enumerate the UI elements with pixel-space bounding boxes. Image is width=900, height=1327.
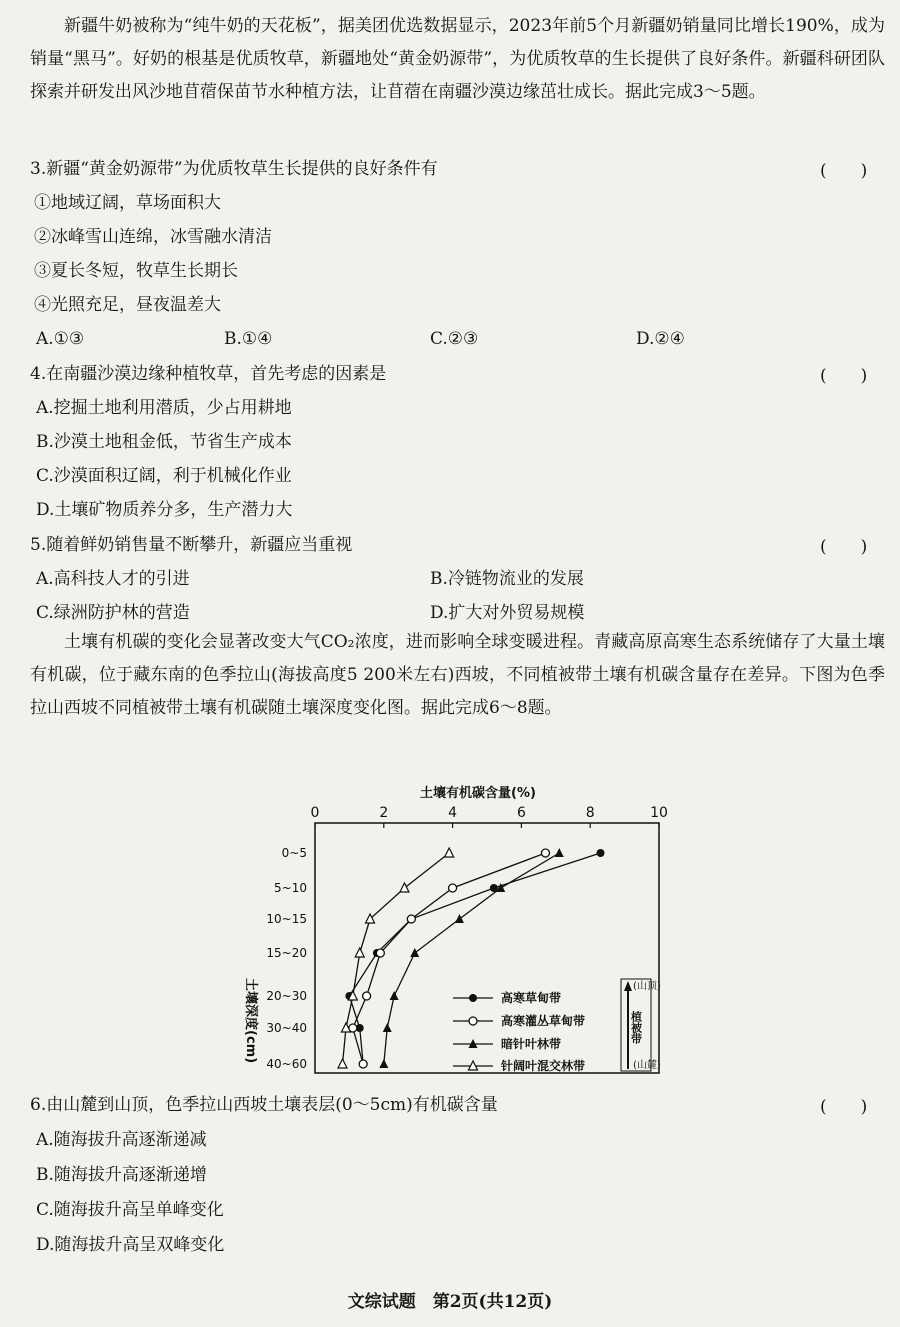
x-tick-label: 2 bbox=[379, 805, 389, 821]
data-point bbox=[597, 849, 605, 857]
x-tick-label: 8 bbox=[585, 805, 595, 821]
y-tick-label: 10~15 bbox=[266, 912, 307, 926]
q3-option-a: A.①③ bbox=[36, 329, 85, 349]
legend-label: 针阔叶混交林带 bbox=[501, 1059, 586, 1073]
data-point bbox=[383, 1023, 392, 1032]
legend-label: 高寒草甸带 bbox=[501, 991, 562, 1005]
data-point bbox=[490, 884, 498, 892]
q4-option-d: D.土壤矿物质养分多，生产潜力大 bbox=[36, 500, 293, 520]
data-point bbox=[541, 849, 549, 857]
legend-label: 暗针叶林带 bbox=[501, 1037, 562, 1051]
data-point bbox=[555, 848, 564, 857]
q6-option-a: A.随海拔升高逐渐递减 bbox=[36, 1130, 207, 1150]
data-point bbox=[445, 848, 454, 857]
q5-option-a: A.高科技人才的引进 bbox=[36, 569, 190, 589]
q6-option-d: D.随海拔升高呈双峰变化 bbox=[36, 1235, 225, 1255]
x-tick-label: 4 bbox=[448, 805, 458, 821]
data-point bbox=[390, 991, 399, 1000]
legend-top-label: (山顶) bbox=[633, 981, 661, 992]
q4-option-a: A.挖掘土地利用潜质，少占用耕地 bbox=[36, 398, 292, 418]
q4-answer-paren: ( ) bbox=[820, 366, 868, 386]
q5-option-d: D.扩大对外贸易规模 bbox=[430, 603, 585, 623]
chart-title: 土壤有机碳含量(%) bbox=[420, 786, 536, 801]
q3-item-1: ①地域辽阔，草场面积大 bbox=[34, 193, 221, 213]
data-point bbox=[363, 992, 371, 1000]
chart-legend bbox=[453, 990, 585, 1073]
legend-label: 高寒灌丛草甸带 bbox=[501, 1014, 586, 1028]
y-tick-labels bbox=[266, 846, 307, 1071]
q5-answer-paren: ( ) bbox=[820, 537, 868, 557]
plot-frame bbox=[315, 823, 659, 1073]
data-point bbox=[410, 948, 419, 957]
series-line bbox=[343, 853, 450, 1064]
q6-option-b: B.随海拔升高逐渐递增 bbox=[36, 1165, 207, 1185]
q3-option-d: D.②④ bbox=[636, 329, 685, 349]
data-point bbox=[469, 994, 477, 1002]
passage-soil-carbon: 土壤有机碳的变化会显著改变大气CO₂浓度，进而影响全球变暖进程。青藏高原高寒生态系统储存了大量土壤有机碳，位于藏东南的色季拉山(海拔高度5 200米左右)西坡，不同植被带土壤有机碳含量存在差异。下图为色季拉山西坡不同植被带土壤有机碳随土壤深度变化图。据此完成6～8题。 bbox=[30, 632, 885, 718]
data-point bbox=[469, 1017, 477, 1025]
q6-option-c: C.随海拔升高呈单峰变化 bbox=[36, 1200, 224, 1220]
data-point bbox=[407, 915, 415, 923]
data-point bbox=[449, 884, 457, 892]
data-point bbox=[379, 1059, 388, 1068]
data-point bbox=[400, 883, 409, 892]
q3-stem: 3.新疆“黄金奶源带”为优质牧草生长提供的良好条件有 bbox=[30, 159, 438, 179]
y-tick-label: 0~5 bbox=[281, 846, 307, 860]
series-line bbox=[353, 853, 546, 1064]
q3-answer-paren: ( ) bbox=[820, 161, 868, 181]
data-point bbox=[355, 948, 364, 957]
chart-ylabel: 土壤深度(cm) bbox=[243, 978, 258, 1064]
q3-item-2: ②冰峰雪山连绵，冰雪融水清洁 bbox=[34, 227, 272, 247]
data-point bbox=[455, 914, 464, 923]
q4-option-b: B.沙漠土地租金低，节省生产成本 bbox=[36, 432, 292, 452]
q5-stem: 5.随着鲜奶销售量不断攀升，新疆应当重视 bbox=[30, 535, 353, 555]
data-point bbox=[338, 1059, 347, 1068]
x-tick-label: 10 bbox=[650, 805, 668, 821]
soil-carbon-chart bbox=[225, 783, 685, 1083]
y-tick-label: 15~20 bbox=[266, 946, 307, 960]
q4-stem: 4.在南疆沙漠边缘种植牧草，首先考虑的因素是 bbox=[30, 364, 387, 384]
q6-answer-paren: ( ) bbox=[820, 1097, 868, 1117]
data-point bbox=[376, 949, 384, 957]
data-point bbox=[359, 1060, 367, 1068]
passage-xinjiang-milk: 新疆牛奶被称为“纯牛奶的天花板”，据美团优选数据显示，2023年前5个月新疆奶销量同比增长190%，成为销量“黑马”。好奶的根基是优质牧草，新疆地处“黄金奶源带”，为优质牧草的生长提供了良好条件。新疆科研团队探索并研发出风沙地苜蓿保苗节水种植方法，让苜蓿在南疆沙漠边缘茁壮成长。据此完成3～5题。 bbox=[30, 16, 885, 102]
q3-option-c: C.②③ bbox=[430, 329, 479, 349]
y-tick-label: 20~30 bbox=[266, 989, 307, 1003]
x-tick-labels bbox=[311, 805, 668, 828]
series-lines bbox=[343, 853, 601, 1064]
q6-stem: 6.由山麓到山顶，色季拉山西坡土壤表层(0～5cm)有机碳含量 bbox=[30, 1095, 498, 1115]
x-tick-label: 0 bbox=[310, 805, 320, 821]
y-tick-label: 30~40 bbox=[266, 1021, 307, 1035]
page-footer: 文综试题 第2页(共12页) bbox=[347, 1292, 553, 1312]
q3-option-b: B.①④ bbox=[224, 329, 273, 349]
q3-item-4: ④光照充足，昼夜温差大 bbox=[34, 295, 221, 315]
legend-bottom-label: (山麓) bbox=[633, 1060, 661, 1071]
legend-middle-label: 植被带 bbox=[629, 1011, 643, 1044]
vegetation-belt-arrow bbox=[621, 979, 661, 1071]
q4-option-c: C.沙漠面积辽阔，利于机械化作业 bbox=[36, 466, 292, 486]
x-tick-label: 6 bbox=[516, 805, 526, 821]
q3-item-3: ③夏长冬短，牧草生长期长 bbox=[34, 261, 238, 281]
y-tick-label: 40~60 bbox=[266, 1057, 307, 1071]
y-tick-label: 5~10 bbox=[274, 881, 307, 895]
q5-option-b: B.冷链物流业的发展 bbox=[430, 569, 584, 589]
q5-option-c: C.绿洲防护林的营造 bbox=[36, 603, 190, 623]
series-line bbox=[384, 853, 562, 1064]
